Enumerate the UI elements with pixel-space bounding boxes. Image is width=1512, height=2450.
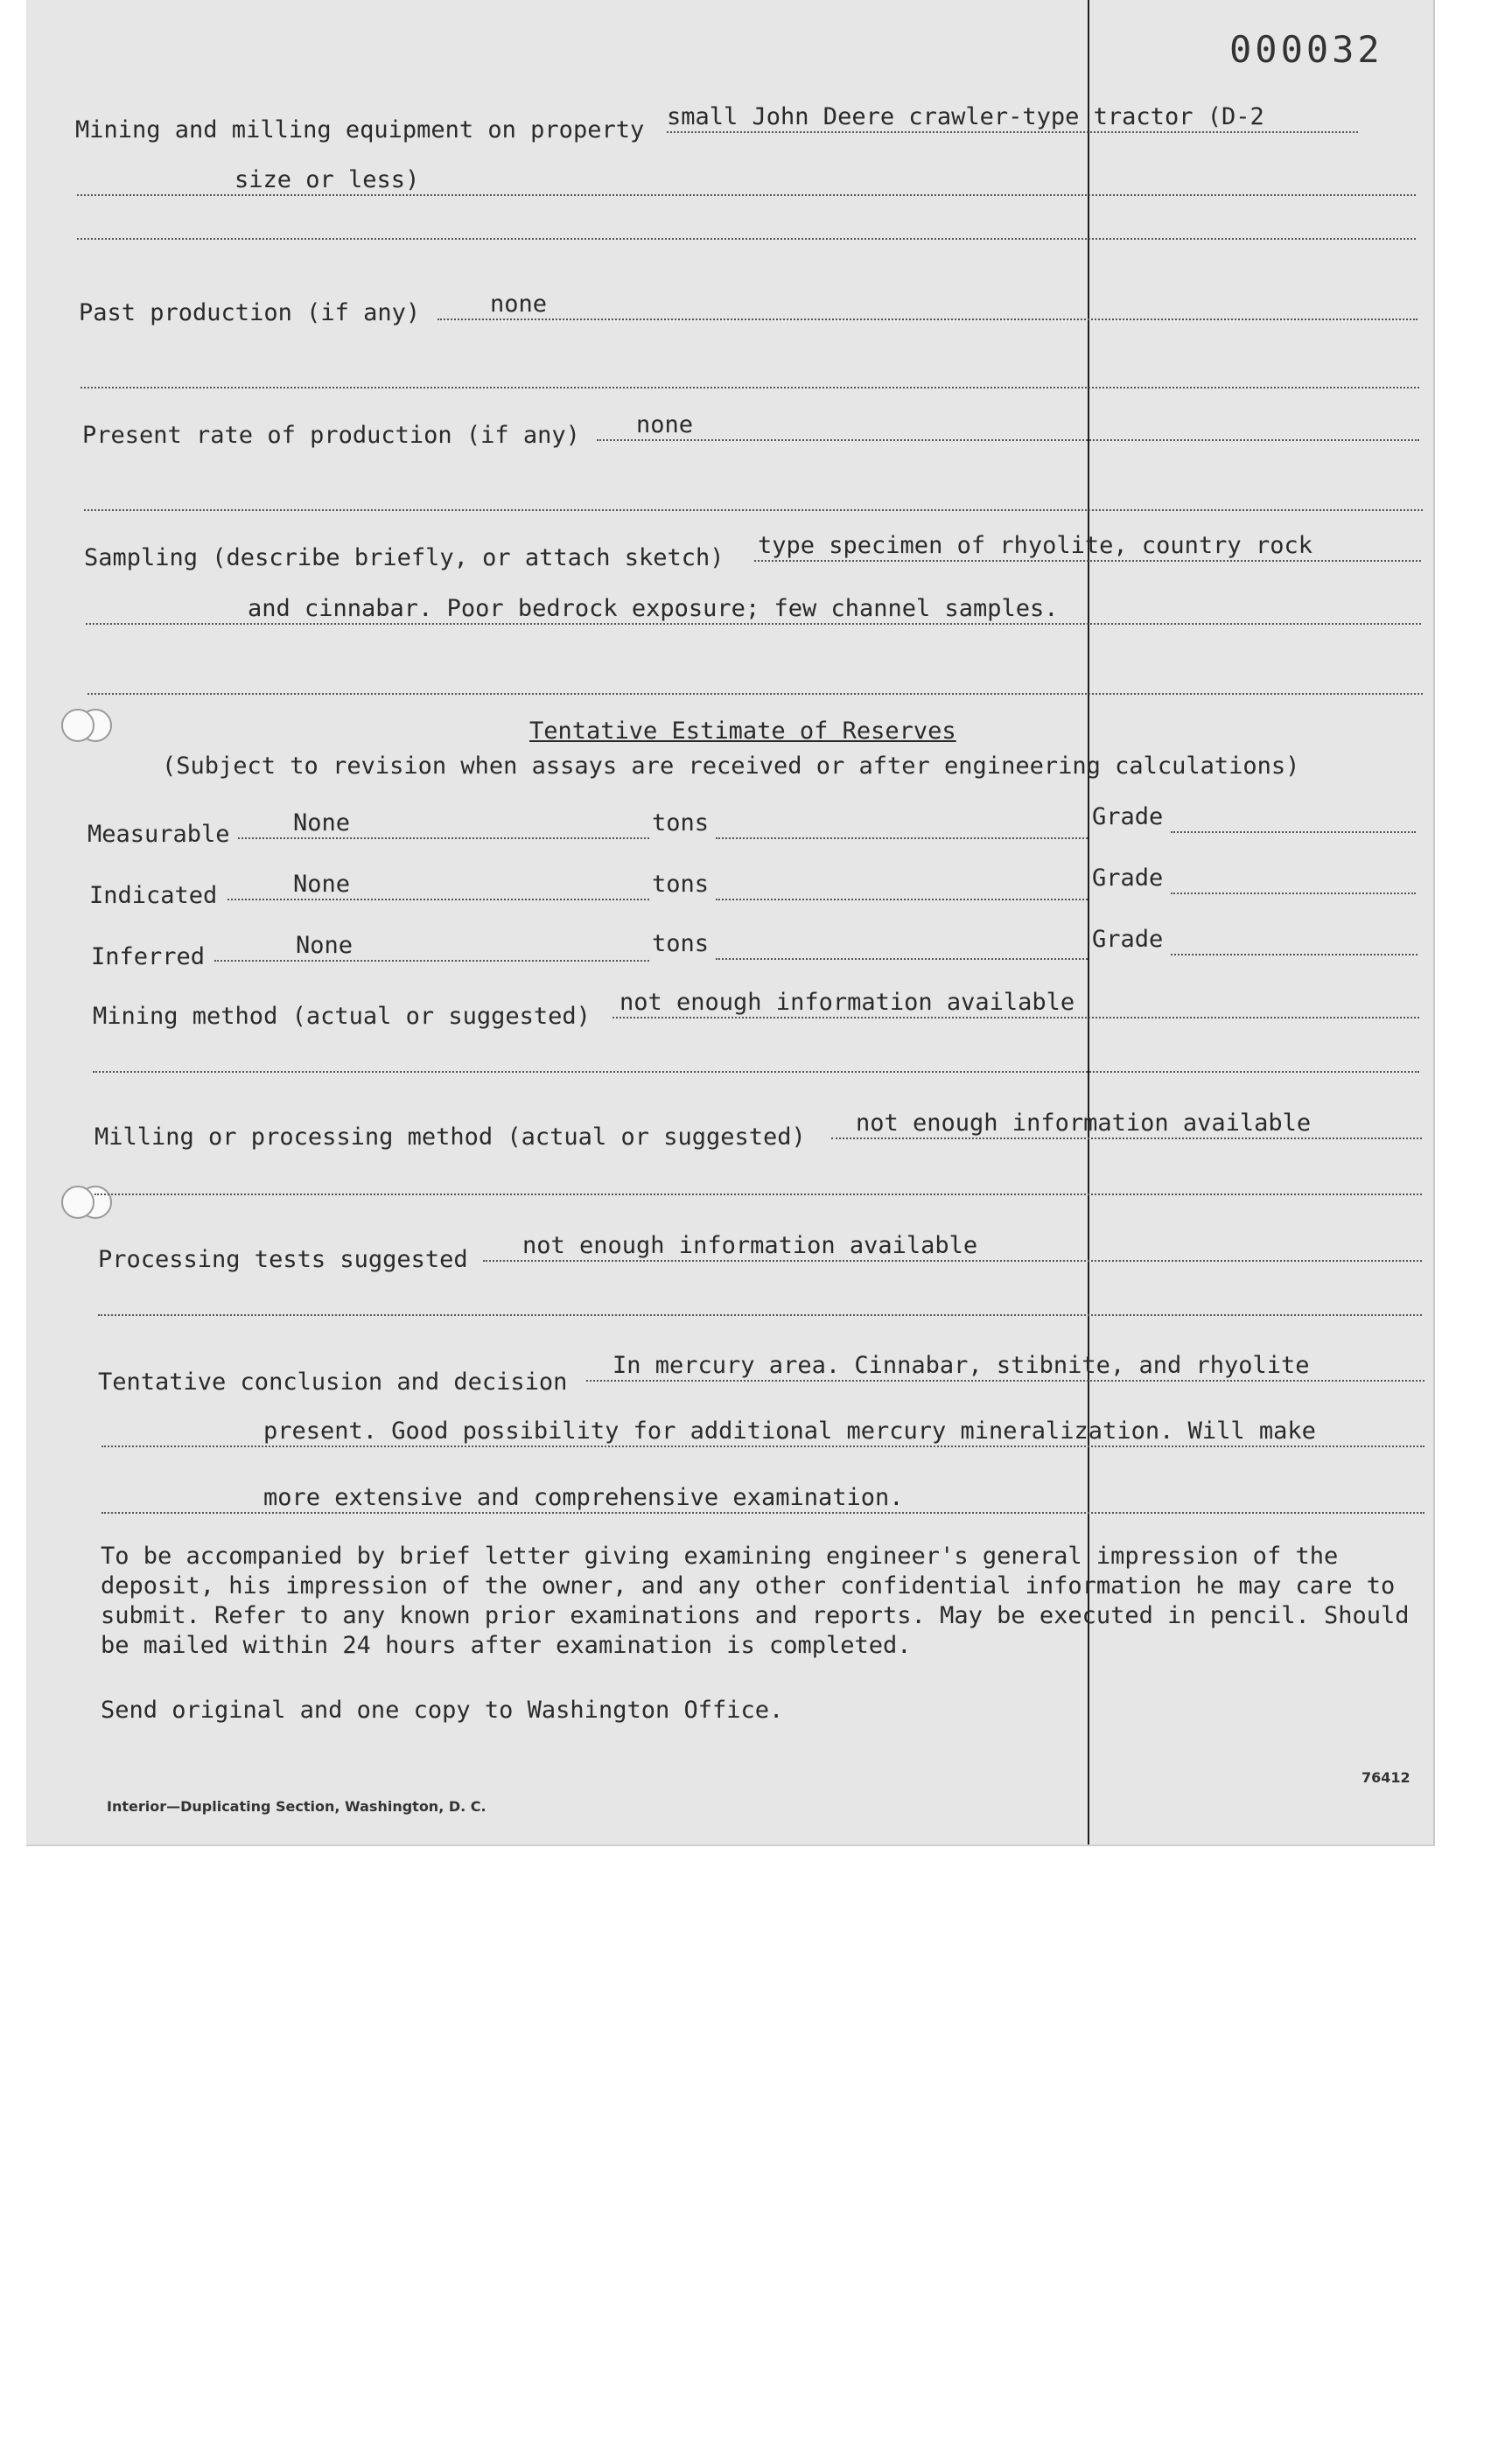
tons-line <box>716 836 1088 839</box>
sampling-value-2: and cinnabar. Poor bedrock exposure; few channel samples. <box>86 595 1421 625</box>
sampling-value-1: type specimen of rhyolite, country rock <box>754 532 1421 562</box>
conclusion-value-2: present. Good possibility for additional mercury mineralization. Will make <box>102 1418 1424 1447</box>
past-production-label: Past production (if any) <box>79 299 421 326</box>
mining-method-value: not enough information available <box>612 989 1419 1018</box>
reserve-row-value-measurable: None <box>238 809 649 839</box>
conclusion-value-1: In mercury area. Cinnabar, stibnite, and rhyolite <box>586 1352 1424 1382</box>
grade-line <box>1171 830 1416 833</box>
reserves-title: Tentative Estimate of Reserves <box>529 718 956 745</box>
present-rate-value: none <box>597 411 1419 441</box>
blank-line <box>88 691 1423 695</box>
conclusion-value-3: more extensive and comprehensive examination. <box>102 1484 1424 1514</box>
punch-hole-bottom-2 <box>61 1186 94 1219</box>
instructions-paragraph: To be accompanied by brief letter giving examining engineer's general impression of the deposit, his impression of the owner, and any other confidential information he may care to submit. Refer to any known prior examinations and reports. May be executed in pencil. Should be mailed within 24 hours after examination is completed. <box>101 1543 1410 1659</box>
punch-hole-top-2 <box>61 709 94 742</box>
present-rate-label: Present rate of production (if any) <box>82 422 580 449</box>
reserve-row-value-indicated: None <box>228 871 649 900</box>
tons-line <box>716 897 1088 900</box>
blank-line <box>80 385 1419 388</box>
reserves-subtitle: (Subject to revision when assays are received or after engineering calculations) <box>162 752 1300 780</box>
reserve-row-value-inferred: None <box>214 932 649 962</box>
reserve-row-label-inferred: Inferred <box>91 943 206 970</box>
sampling-label: Sampling (describe briefly, or attach sketch) <box>84 544 724 571</box>
form-number: 76412 <box>1362 1769 1410 1786</box>
processing-tests-value: not enough information available <box>483 1232 1422 1262</box>
milling-method-value: not enough information available <box>831 1110 1422 1139</box>
blank-line <box>77 236 1416 240</box>
tons-label: tons <box>652 809 710 836</box>
processing-tests-label: Processing tests suggested <box>98 1246 468 1273</box>
blank-line <box>84 508 1423 511</box>
grade-line <box>1171 952 1418 956</box>
grade-label: Grade <box>1092 926 1164 953</box>
grade-label: Grade <box>1092 864 1164 892</box>
reserve-row-label-measurable: Measurable <box>88 821 230 848</box>
tons-label: tons <box>652 871 710 898</box>
mining-method-label: Mining method (actual or suggested) <box>93 1003 591 1030</box>
blank-line <box>98 1312 1422 1316</box>
conclusion-label: Tentative conclusion and decision <box>98 1368 568 1396</box>
tons-line <box>716 956 1088 960</box>
mining-equipment-label: Mining and milling equipment on property <box>75 116 645 144</box>
tons-label: tons <box>652 930 710 957</box>
reserve-row-label-indicated: Indicated <box>89 882 218 909</box>
footer-printer: Interior—Duplicating Section, Washington, D. C. <box>107 1798 486 1815</box>
mining-equipment-value-2: size or less) <box>77 166 1416 196</box>
milling-method-label: Milling or processing method (actual or suggested) <box>94 1124 806 1151</box>
send-note: Send original and one copy to Washington Office. <box>101 1697 784 1724</box>
past-production-value: none <box>438 290 1418 320</box>
grade-line <box>1171 891 1416 894</box>
blank-line <box>94 1192 1422 1195</box>
blank-line <box>93 1069 1419 1073</box>
grade-label: Grade <box>1092 803 1164 830</box>
document-number: 000032 <box>1229 28 1383 71</box>
mining-equipment-value-1: small John Deere crawler-type tractor (D-2 <box>667 103 1358 133</box>
